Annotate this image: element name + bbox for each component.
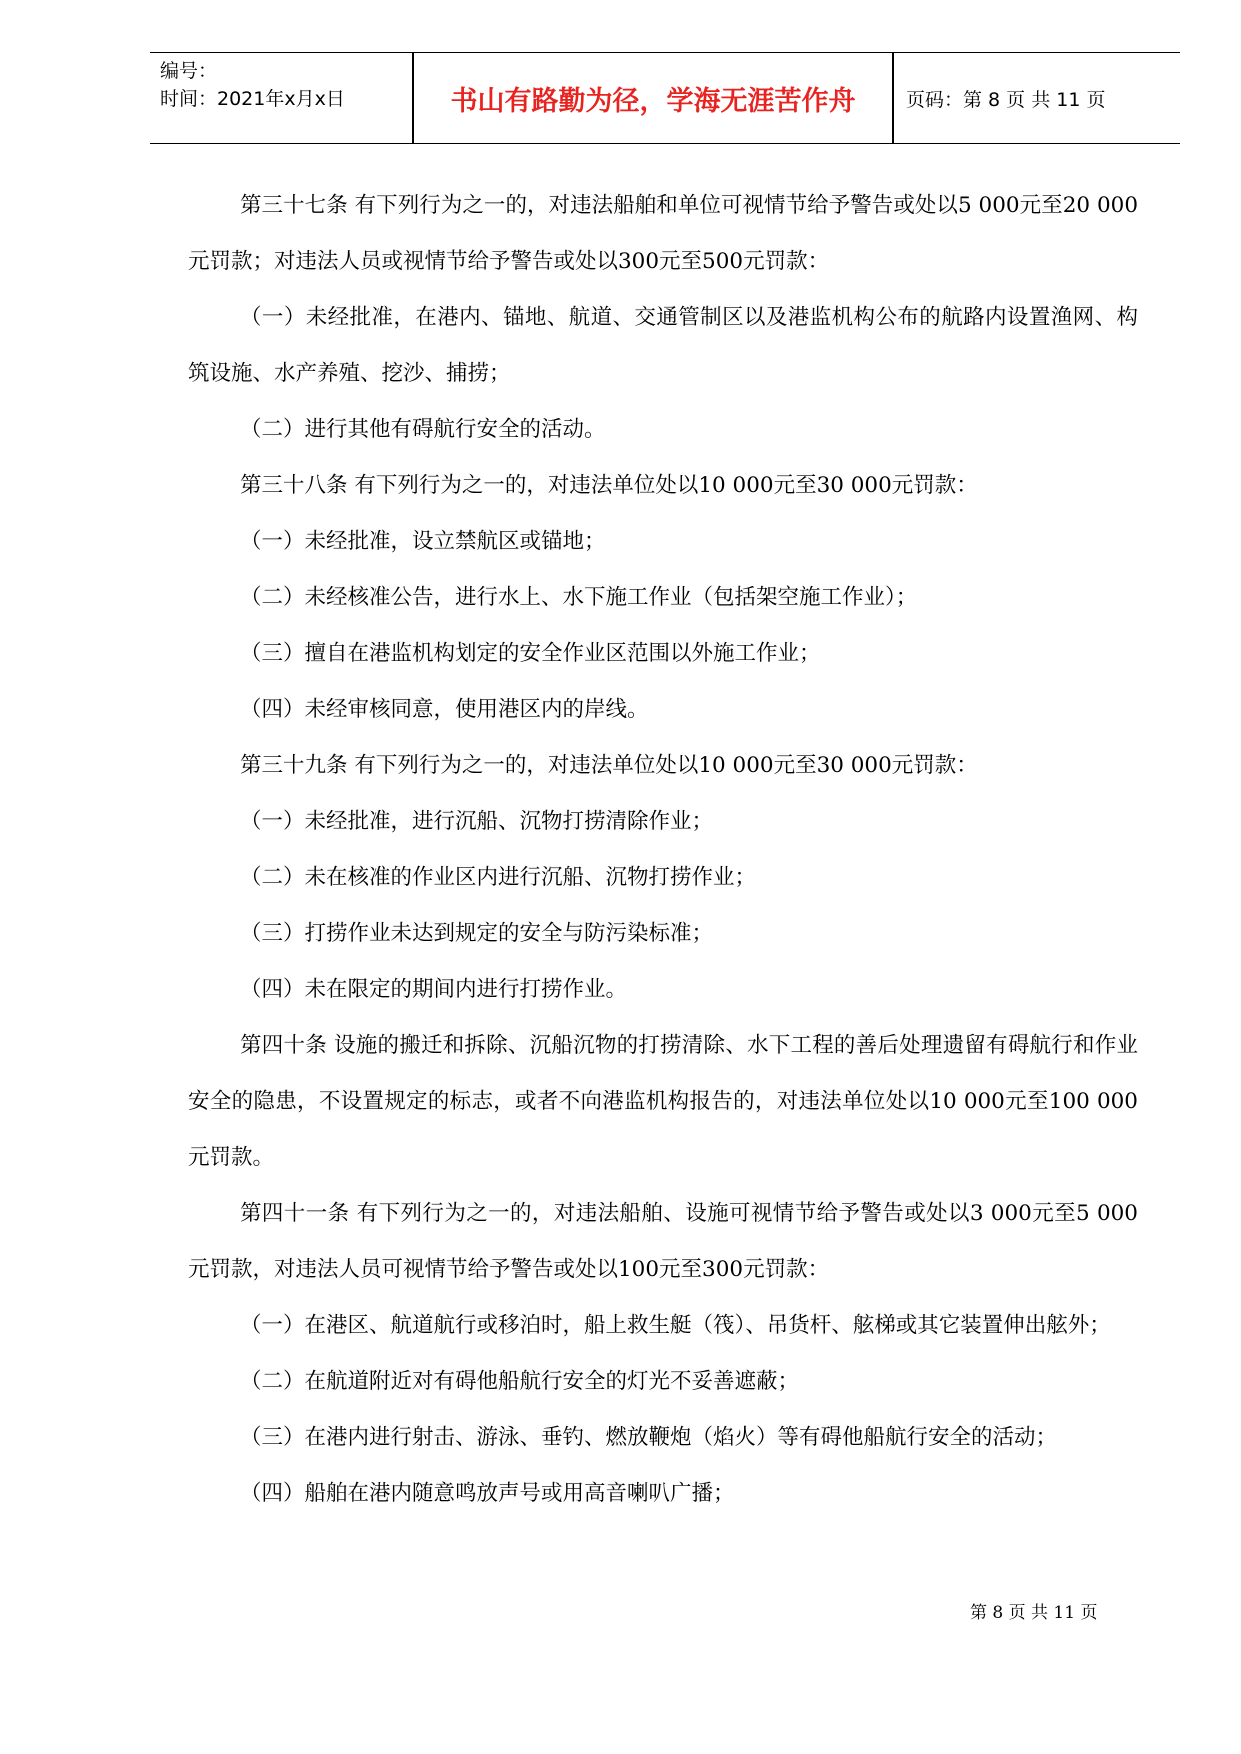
article-41-item-2: （二）在航道附近对有碍他船航行安全的灯光不妥善遮蔽； [240,1369,800,1394]
article-41-item-4: （四）船舶在港内随意鸣放声号或用高音喇叭广播； [240,1481,735,1506]
code-label: 编号： [160,60,218,82]
article-39-item-3: （三）打捞作业未达到规定的安全与防污染标准； [240,921,714,946]
article-37-item-2: （二）进行其他有碍航行安全的活动。 [240,417,606,442]
header-page-info: 页码：第 8 页 共 11 页 [906,88,1106,111]
page-footer: 第 8 页 共 11 页 [970,1603,1098,1623]
article-39-item-4: （四）未在限定的期间内进行打捞作业。 [240,977,628,1002]
header-motto: 书山有路勤为径，学海无涯苦作舟 [450,85,856,117]
article-41: 第四十一条 有下列行为之一的，对违法船舶、设施可视情节给予警告或处以3 000元至5 000元罚款，对违法人员可视情节给予警告或处以100元至300元罚款： [188,1201,1138,1282]
header-meta [160,57,410,113]
document-header [150,52,1180,144]
document-body [188,178,1138,1522]
article-38-item-4: （四）未经审核同意，使用港区内的岸线。 [240,697,649,722]
article-37-item-1: （一）未经批准，在港内、锚地、航道、交通管制区以及港监机构公布的航路内设置渔网、构筑设施、水产养殖、挖沙、捕捞； [188,305,1138,386]
header-divider [892,53,894,143]
article-40: 第四十条 设施的搬迁和拆除、沉船沉物的打捞清除、水下工程的善后处理遗留有碍航行和作业安全的隐患，不设置规定的标志，或者不向港监机构报告的，对违法单位处以10 000元至100 000元罚款。 [188,1033,1138,1170]
article-39-item-1: （一）未经批准，进行沉船、沉物打捞清除作业； [240,809,714,834]
article-41-item-3: （三）在港内进行射击、游泳、垂钓、燃放鞭炮（焰火）等有碍他船航行安全的活动； [240,1425,1058,1450]
article-38-item-3: （三）擅自在港监机构划定的安全作业区范围以外施工作业； [240,641,821,666]
article-41-item-1: （一）在港区、航道航行或移泊时，船上救生艇（筏）、吊货杆、舷梯或其它装置伸出舷外； [240,1313,1111,1338]
article-38-item-2: （二）未经核准公告，进行水上、水下施工作业（包括架空施工作业）； [240,585,918,610]
article-39-item-2: （二）未在核准的作业区内进行沉船、沉物打捞作业； [240,865,757,890]
article-38-item-1: （一）未经批准，设立禁航区或锚地； [240,529,606,554]
date-label: 时间：2021年x月x日 [160,88,345,110]
article-38: 第三十八条 有下列行为之一的，对违法单位处以10 000元至30 000元罚款： [240,473,978,498]
article-37: 第三十七条 有下列行为之一的，对违法船舶和单位可视情节给予警告或处以5 000元至20 000元罚款；对违法人员或视情节给予警告或处以300元至500元罚款： [188,193,1138,274]
article-39: 第三十九条 有下列行为之一的，对违法单位处以10 000元至30 000元罚款： [240,753,978,778]
